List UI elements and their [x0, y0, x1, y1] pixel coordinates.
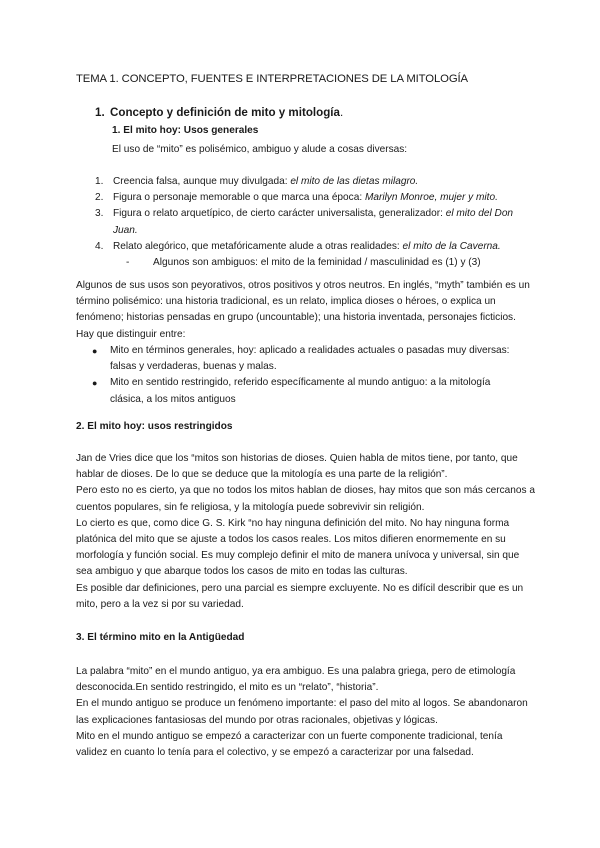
bullet-line: clásica, a los mitos antiguos: [110, 393, 236, 405]
section-2-heading: 2. El mito hoy: usos restringidos: [76, 421, 233, 432]
list-item-text: Relato alegórico, que metafóricamente alude a otras realidades:: [113, 240, 403, 252]
list-item-end: .: [495, 192, 498, 204]
paragraph-line: Mito en el mundo antiguo se empezó a caracterizar con un fuerte componente tradicional, tenía: [76, 730, 503, 742]
section-1-number: 1.: [95, 106, 105, 119]
paragraph-line: término polisémico: una historia tradicional, es un relato, implica dioses o héroes, o explica un: [76, 296, 496, 308]
section-3-heading: 3. El término mito en la Antigüedad: [76, 632, 245, 643]
bullet-line: Mito en sentido restringido, referido específicamente al mundo antiguo: a la mitología: [110, 377, 491, 389]
list-item-end: .: [497, 240, 501, 252]
list-item-example: Marilyn Monroe, mujer y mito: [364, 192, 496, 204]
section-2-paragraph: [76, 451, 536, 613]
paragraph-line: mito, pero a la vez si por su variedad.: [76, 598, 244, 610]
paragraph-line: sea ambiguo y que abarque todos los casos de mito en todas las culturas.: [76, 566, 408, 578]
paragraph-line: cuentos populares, sin fe religiosa, y la mitología puede sobrevivir sin religión.: [76, 501, 425, 513]
dash-marker: -: [126, 257, 130, 269]
list-item-text: Figura o personaje memorable o que marca una época:: [113, 192, 365, 204]
section-3-paragraph: [76, 664, 536, 761]
paragraph-line: Algunos de sus usos son peyorativos, otros positivos y otros neutros. En inglés, “myth” también es un: [76, 280, 530, 291]
list-item: [95, 174, 535, 190]
paragraph-line: validez en cuanto lo tenía para el colectivo, y se empezó a caracterizar por una falsedad.: [76, 747, 474, 759]
paragraph-line: hablar de dioses. De lo que se deduce que la mitología es una parte de la religión”.: [76, 469, 448, 481]
bullet-line: Mito en términos generales, hoy: aplicado a realidades actuales o pasadas muy diversas:: [110, 345, 510, 356]
list-item-number: 4.: [95, 240, 104, 252]
list-note: [95, 255, 535, 271]
bullet-icon: ●: [92, 346, 98, 356]
bullet-icon: ●: [92, 378, 98, 389]
list-item-example: el mito de las dietas milagro: [290, 176, 416, 187]
list-item-number: 1.: [95, 176, 104, 187]
list-item-number: 3.: [95, 208, 104, 220]
subsection-1-intro: El uso de “mito” es polisémico, ambiguo y alude a cosas diversas:: [112, 144, 408, 155]
paragraph-polysemy: [76, 278, 536, 343]
list-item-number: 2.: [95, 192, 104, 204]
list-item-end: .: [134, 224, 138, 236]
document-title: TEMA 1. CONCEPTO, FUENTES E INTERPRETACIONES DE LA MITOLOGÍA: [76, 73, 468, 85]
paragraph-line: fenómeno; historias pensadas en grupo (uncountable); una historia inventada, personajes ficticios.: [76, 312, 516, 324]
paragraph-line: Jan de Vries dice que los “mitos son historias de dioses. Quien habla de mitos tiene, por tanto, que: [76, 453, 518, 464]
section-1-heading: [95, 106, 343, 119]
section-1-heading-suffix: .: [339, 106, 344, 119]
paragraph-line: platónica del mito que se ajuste a todos los casos reales. Los mitos difieren enormemente en su: [76, 534, 506, 546]
uses-list: [95, 174, 535, 271]
paragraph-line: Pero esto no es cierto, ya que no todos los mitos hablan de dioses, hay mitos que son más cercanos a: [76, 485, 535, 497]
list-item-example: el mito del Don Juan: [113, 208, 514, 236]
paragraph-line: desconocida.En sentido restringido, el mito es un “relato”, “historia”.: [76, 682, 379, 694]
list-item: [95, 206, 535, 238]
list-item-example: el mito de la Caverna: [402, 240, 498, 252]
section-1-heading-text: Concepto y definición de mito y mitología: [110, 106, 340, 119]
paragraph-line: las explicaciones fantasiosas del mundo por otras racionales, objetivas y lógicas.: [76, 714, 438, 726]
list-item-text: Creencia falsa, aunque muy divulgada:: [113, 176, 291, 187]
paragraph-line: morfología y función social. Es muy complejo definir el mito de manera unívoca y universal, sin que: [76, 550, 520, 562]
bullet-line: falsas y verdaderas, buenas y malas.: [110, 361, 277, 373]
list-note-text: Algunos son ambiguos: el mito de la feminidad / masculinidad es (1) y (3): [153, 257, 481, 269]
paragraph-line: Es posible dar definiciones, pero una parcial es siempre excluyente. No es difícil describir que es un: [76, 582, 524, 594]
paragraph-line: En el mundo antiguo se produce un fenómeno importante: el paso del mito al logos. Se abandonaron: [76, 698, 528, 710]
list-item-text: Figura o relato arquetípico, de cierto carácter universalista, generalizador:: [113, 208, 446, 220]
paragraph-line: Lo cierto es que, como dice G. S. Kirk “no hay ninguna definición del mito. No hay ninguna forma: [76, 517, 510, 529]
list-item: [95, 239, 535, 255]
subsection-1-heading: 1. El mito hoy: Usos generales: [112, 125, 259, 136]
bullet-item: [92, 375, 532, 407]
distinction-bullets: [92, 343, 532, 408]
paragraph-line: Hay que distinguir entre:: [76, 328, 186, 340]
list-item: [95, 190, 535, 206]
paragraph-line: La palabra “mito” en el mundo antiguo, ya era ambiguo. Es una palabra griega, pero de etimología: [76, 666, 516, 677]
bullet-item: [92, 343, 532, 375]
list-item-end: .: [415, 176, 419, 187]
